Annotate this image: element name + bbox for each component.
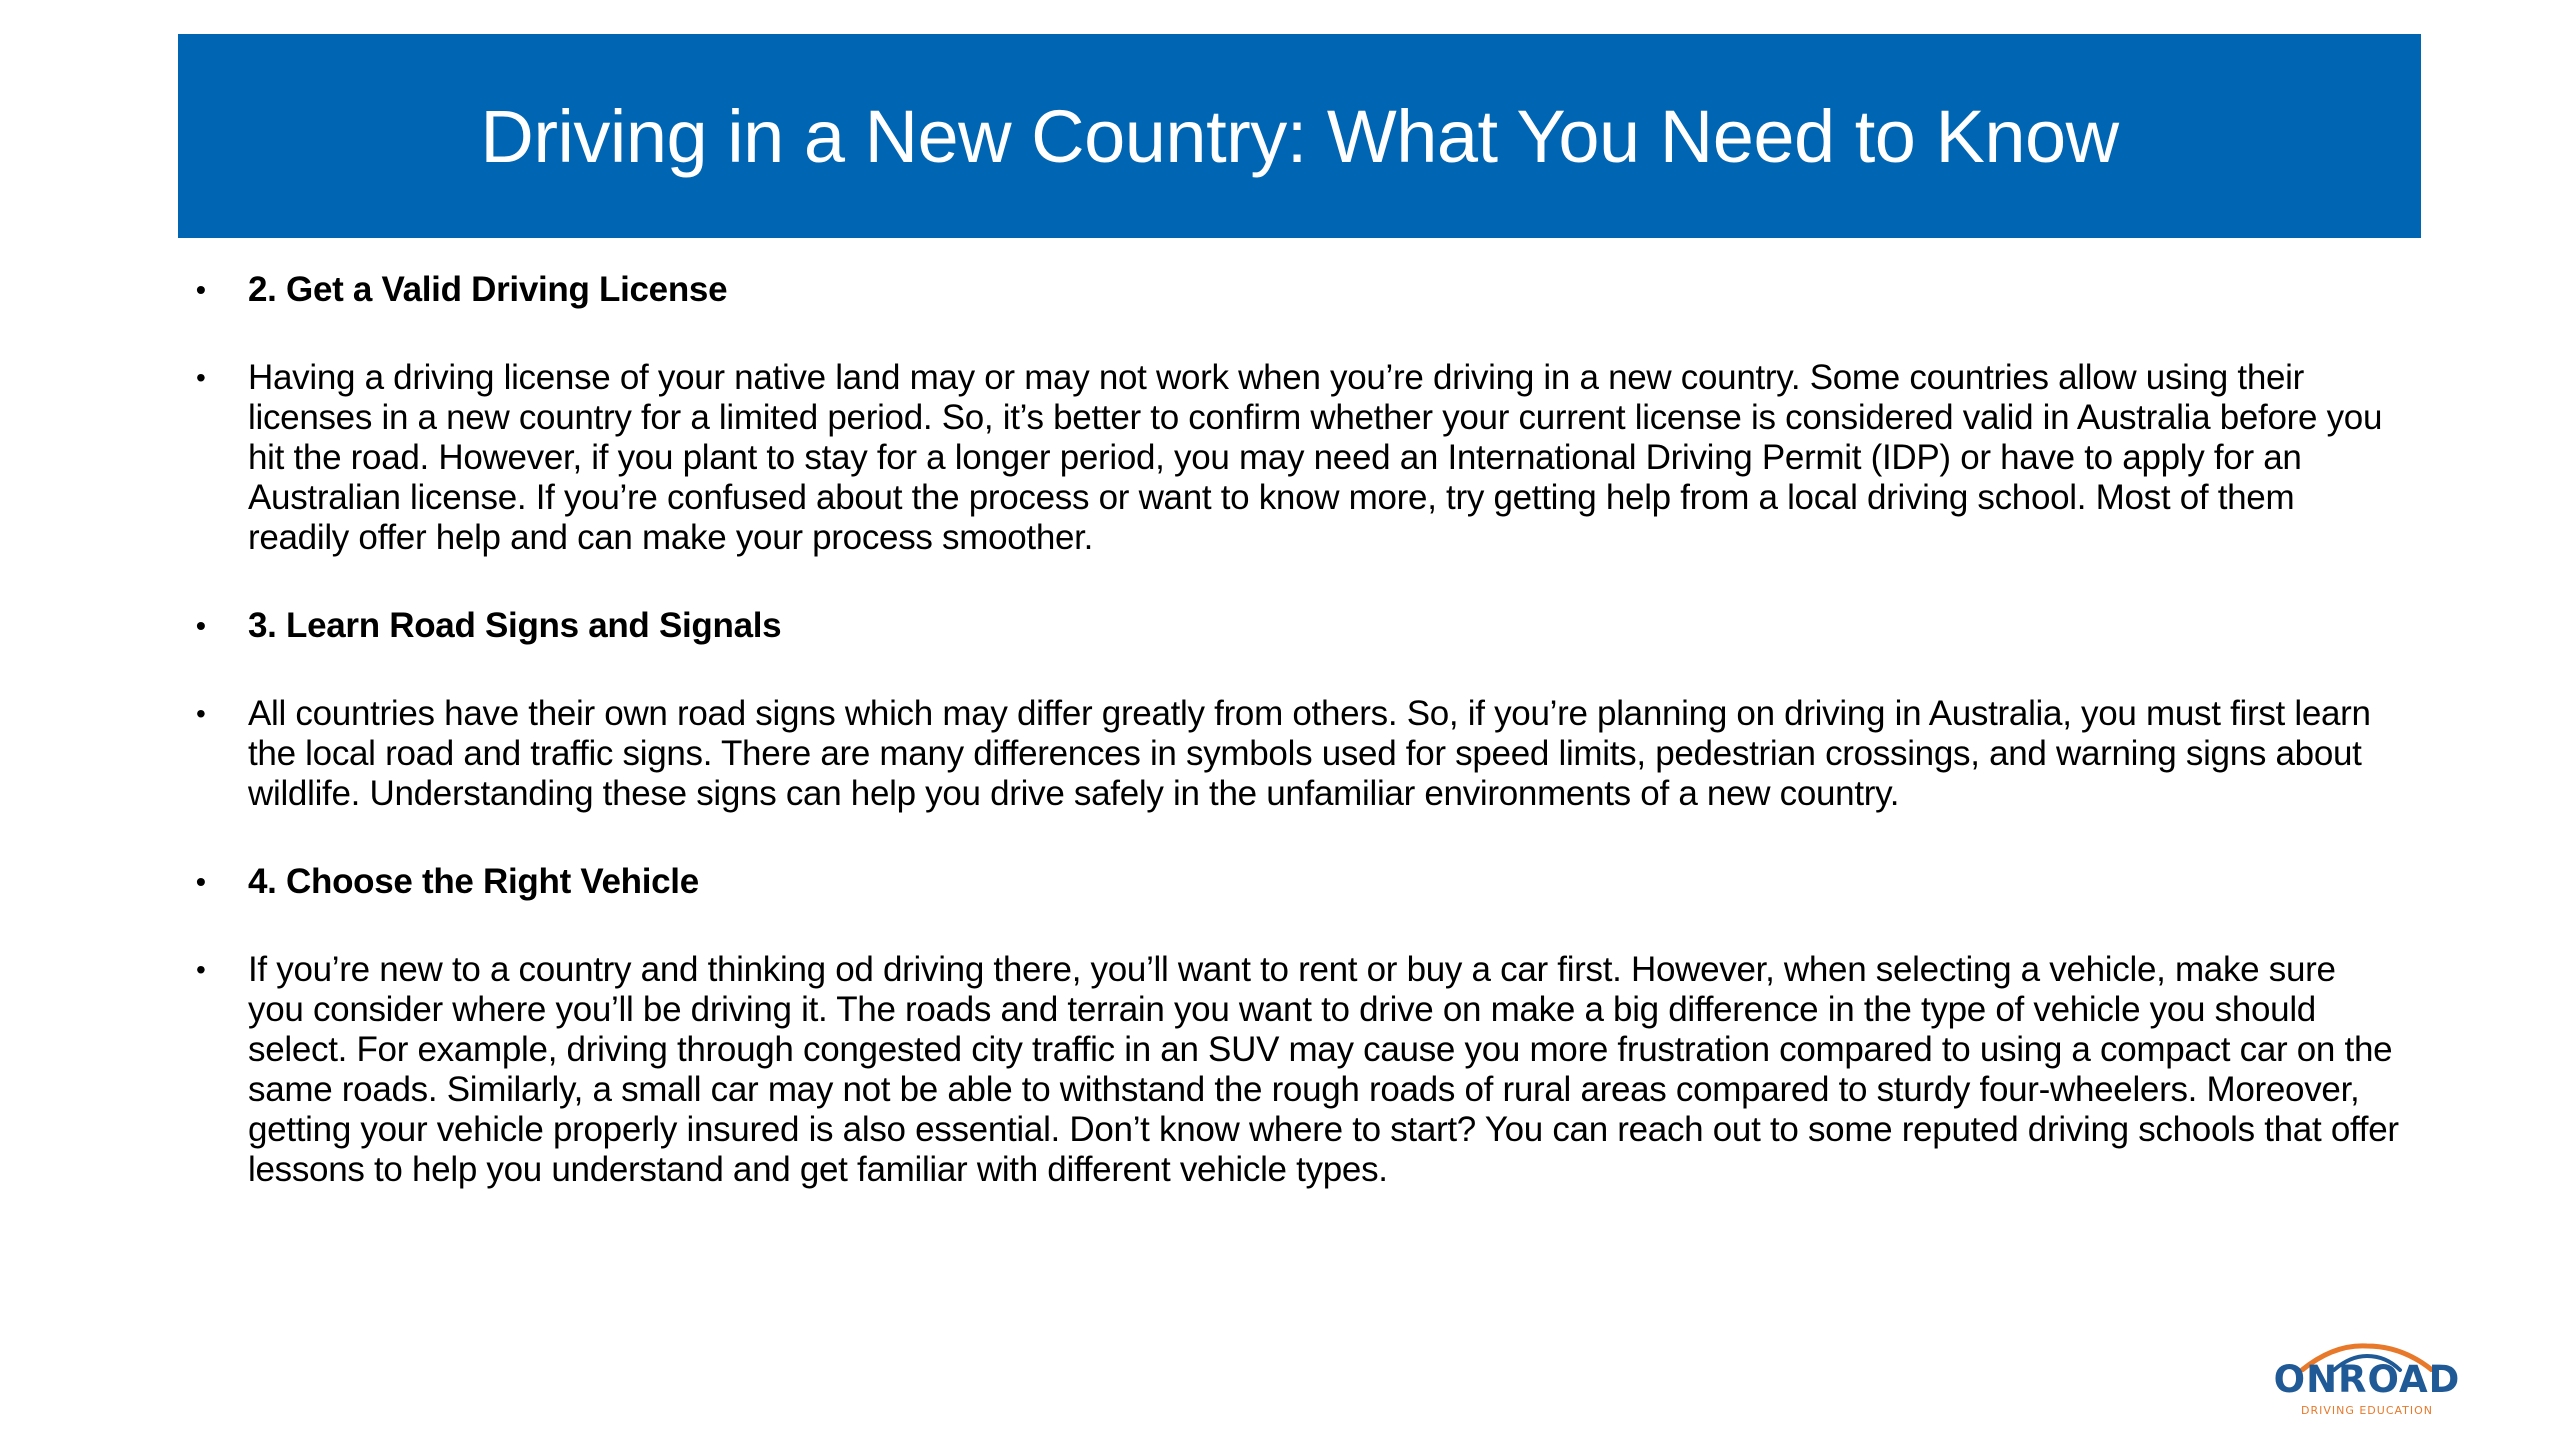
bullet-marker: •	[196, 362, 206, 393]
bullet-list	[190, 270, 2400, 1238]
bullet-marker: •	[196, 954, 206, 985]
bullet-body-road-signs	[190, 694, 2400, 814]
title-bar	[178, 34, 2421, 238]
bullet-body-vehicle	[190, 950, 2400, 1190]
bullet-text: 3. Learn Road Signs and Signals	[248, 606, 782, 645]
bullet-marker: •	[196, 610, 206, 641]
bullet-text: Having a driving license of your native land may or may not work when you’re driving in a new country. Some countries allow using their licenses in a new country for a limited period. So, it’s better to confirm whether your current license is considered valid in Australia before you hit the road. However, if you plant to stay for a longer period, you may need an International Driving Permit (IDP) or have to apply for an Australian license. If you’re confused about the process or want to know more, try getting help from a local driving school. Most of them readily offer help and can make your process smoother.	[248, 358, 2383, 557]
bullet-marker: •	[196, 274, 206, 305]
bullet-text: All countries have their own road signs which may differ greatly from others. So, if you’re planning on driving in Australia, you must first learn the local road and traffic signs. There are many differences in symbols used for speed limits, pedestrian crossings, and warning signs about wildlife. Understanding these signs can help you drive safely in the unfamiliar environments of a new country.	[248, 694, 2371, 813]
logo-brand: ONROAD	[2273, 1358, 2461, 1401]
bullet-text: 4. Choose the Right Vehicle	[248, 862, 699, 901]
onroad-logo	[2272, 1342, 2462, 1422]
bullet-heading-vehicle	[190, 862, 2400, 902]
bullet-body-license	[190, 358, 2400, 558]
bullet-marker: •	[196, 866, 206, 897]
slide-title: Driving in a New Country: What You Need to Know	[480, 94, 2119, 178]
logo-tagline: DRIVING EDUCATION	[2300, 1404, 2434, 1417]
bullet-text: 2. Get a Valid Driving License	[248, 270, 728, 309]
bullet-heading-road-signs	[190, 606, 2400, 646]
bullet-text: If you’re new to a country and thinking od driving there, you’ll want to rent or buy a car first. However, when selecting a vehicle, make sure you consider where you’ll be driving it. The roads and terrain you want to drive on make a big difference in the type of vehicle you should select. For example, driving through congested city traffic in an SUV may cause you more frustration compared to using a compact car on the same roads. Similarly, a small car may not be able to withstand the rough roads of rural areas compared to sturdy four-wheelers. Moreover, getting your vehicle properly insured is also essential. Don’t know where to start? You can reach out to some reputed driving schools that offer lessons to help you understand and get familiar with different vehicle types.	[248, 950, 2399, 1189]
bullet-marker: •	[196, 698, 206, 729]
bullet-heading-license	[190, 270, 2400, 310]
